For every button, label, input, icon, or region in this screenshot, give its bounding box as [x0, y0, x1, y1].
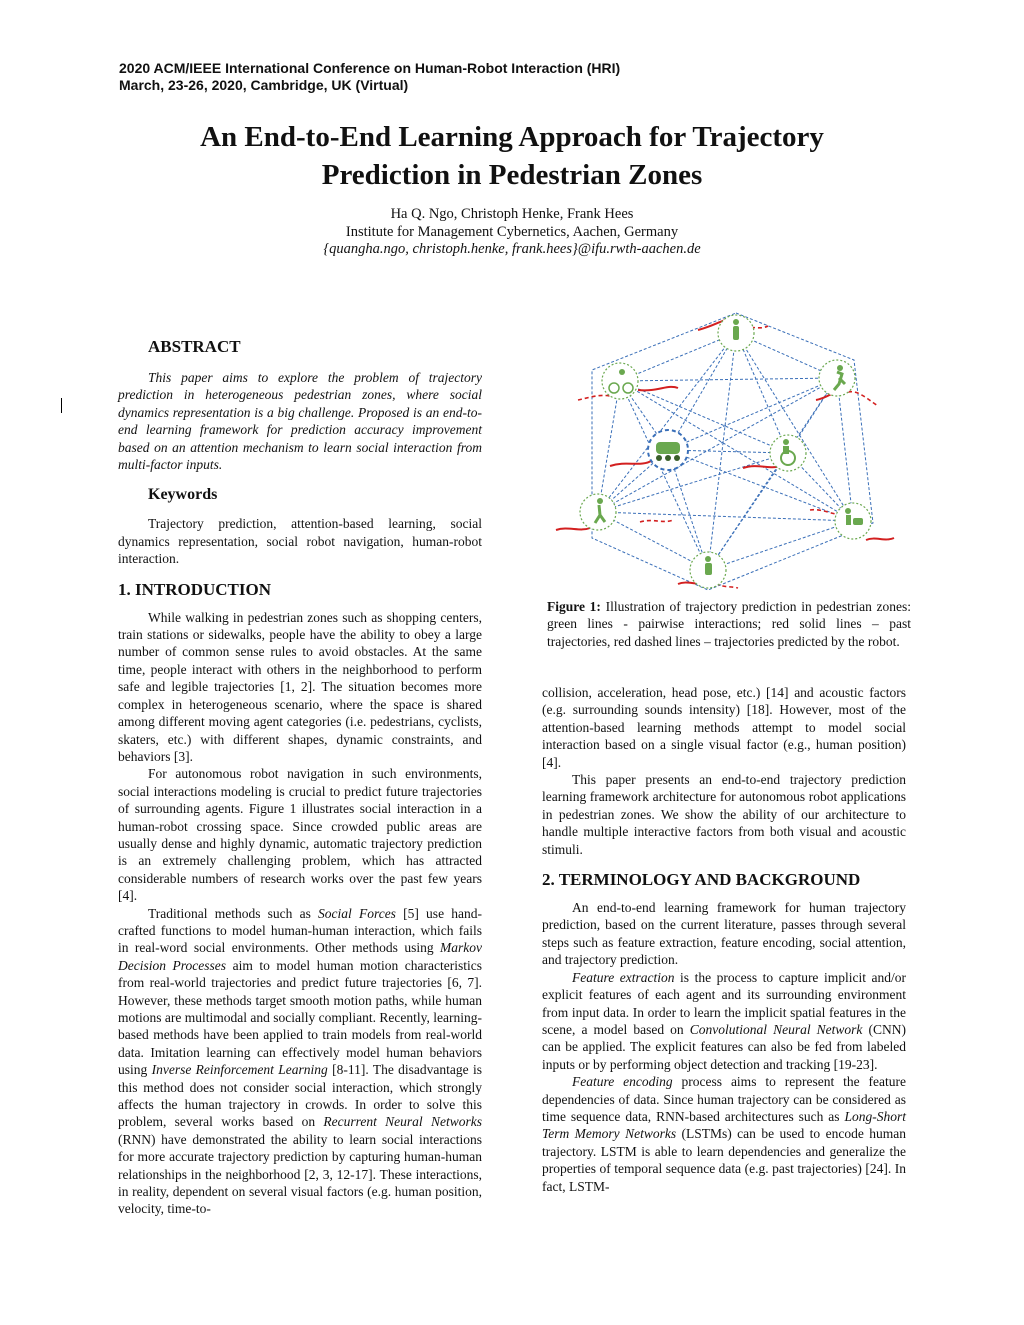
section-2-heading: 2. TERMINOLOGY AND BACKGROUND — [542, 870, 861, 890]
right-column — [542, 684, 906, 1195]
intro-paragraph-1: While walking in pedestrian zones such as shopping centers, train stations or sidewalks, people have the ability to obey a large number of common sense rules to avoid obstacles. At the same time, people interact with others in the neighborhood to perform safe and legible trajectories [1, 2]. The situation becomes more complex in heterogeneous scenario, where the space is shared among different moving agent categories (i.e. pedestrians, cyclists, skaters, etc.) with different shapes, dynamic constraints, and behaviors [3]. — [118, 609, 482, 764]
robot-icon — [648, 430, 688, 470]
text-cursor — [61, 398, 62, 413]
cyclist-icon — [602, 363, 638, 399]
author-block — [100, 206, 924, 259]
figure-1-illustration — [548, 308, 918, 593]
background-paragraph-2: Feature extraction is the process to capture implicit and/or explicit features of each agent and its surrounding environment from input data. In order to learn the implicit spatial features in the scene, a model based on Convolutional Neural Network (CNN) can be applied. The explicit features can also be fed from labeled inputs or by performing object detection and tracking [19-23]. — [542, 969, 906, 1072]
title-line-2: Prediction in Pedestrian Zones — [321, 159, 703, 191]
author-institute: Institute for Management Cybernetics, Aachen, Germany — [345, 223, 679, 240]
introduction-heading: 1. INTRODUCTION — [118, 579, 272, 599]
keywords-heading: Keywords — [148, 486, 218, 504]
runner-icon — [819, 360, 855, 396]
interaction-lines — [592, 313, 873, 590]
paper-title — [100, 118, 924, 194]
author-names: Ha Q. Ngo, Christoph Henke, Frank Hees — [390, 206, 634, 222]
conference-header — [119, 60, 620, 94]
background-paragraph-1: An end-to-end learning framework for human trajectory prediction, based on the current literature, passes through several steps such as feature extraction, feature encoding, social attention, and trajectory prediction. — [542, 900, 906, 968]
right-paragraph-2: This paper presents an end-to-end trajectory prediction learning framework architecture for autonomous robot applications in pedestrian zones. We show the ability of our architecture to handle multiple interactive factors from both visual and acoustic stimuli. — [542, 772, 906, 857]
author-email: {quangha.ngo, christoph.henke, frank.hees}@ifu.rwth-aachen.de — [323, 241, 701, 257]
intro-paragraph-3: Traditional methods such as Social Forces [5] use hand-crafted functions to model human-human interaction, which fails in real-word social environments. Other methods using Markov Decision Processes aim to model human motion characteristics from real-world trajectories and predict future trajectories [6, 7]. However, these methods target smooth motion paths, while human motions are multimodal and socially compliant. Recently, learning-based methods have been applied to train models from real-world data. Imitation learning can effectively model human behaviors using Inverse Reinforcement Learning [8-11]. The disadvantage is this method does not consider social interaction, which strongly affects the human trajectory in crowds. In order to solve this problem, several works based on Recurrent Neural Networks (RNN) have demonstrated the ability to learn social interactions for more accurate trajectory prediction by capturing human-human relationships in the neighborhood [2, 3, 12-17]. These interactions, in reality, dependent on several visual factors (e.g. human position, velocity, time-to- — [118, 905, 482, 1217]
intro-paragraph-2: For autonomous robot navigation in such environments, social interactions modeling is crucial to predict future trajectories of surrounding agents. Figure 1 illustrates social interaction in a human-robot crossing space. Since crowded public areas are usually dense and highly dynamic, automatic trajectory prediction is an extremely challenging problem, which has attracted considerable numbers of research works over the past few years [4]. — [118, 766, 482, 904]
figure-caption-text: Illustration of trajectory prediction in pedestrian zones: green lines - pairwise interactions; red solid lines – past trajectories, red dashed lines – trajectories predicted by the robot. — [547, 599, 912, 649]
left-column — [118, 337, 482, 1218]
figure-1-caption — [547, 598, 911, 650]
keywords-text: Trajectory prediction, attention-based learning, social dynamics representation, social robot navigation, human-robot interaction. — [118, 516, 482, 567]
figure-label: Figure 1: — [547, 599, 601, 614]
conference-name: 2020 ACM/IEEE International Conference on Human-Robot Interaction (HRI) — [119, 60, 621, 76]
conference-date: March, 23-26, 2020, Cambridge, UK (Virtual) — [119, 77, 409, 93]
title-line-1: An End-to-End Learning Approach for Trajectory — [200, 121, 824, 153]
abstract-heading: ABSTRACT — [148, 337, 241, 356]
background-paragraph-3: Feature encoding process aims to represent the feature dependencies of data. Since human trajectory can be considered as time sequence data, RNN-based architectures such as Long-Short Term Memory Networks (LSTMs) can be used to encode human trajectory. LSTM is able to learn dependencies and generalize the properties of temporal sequence data (e.g. past trajectories) [24]. In fact, LSTM- — [542, 1074, 907, 1194]
right-paragraph-1: collision, acceleration, head pose, etc.) [14] and acoustic factors (e.g. surrounding sounds intensity) [18]. However, most of the attention-based learning methods attempt to model social interaction based on a single visual factor (e.g., human position) [4]. — [542, 685, 906, 770]
abstract-text: This paper aims to explore the problem of trajectory prediction in heterogeneous pedestrian zones, where social dynamics representation is a big challenge. Proposed is an end-to-end learning framework for prediction accuracy improvement based on an attention mechanism to learn social interaction from multi-factor inputs. — [118, 370, 482, 473]
